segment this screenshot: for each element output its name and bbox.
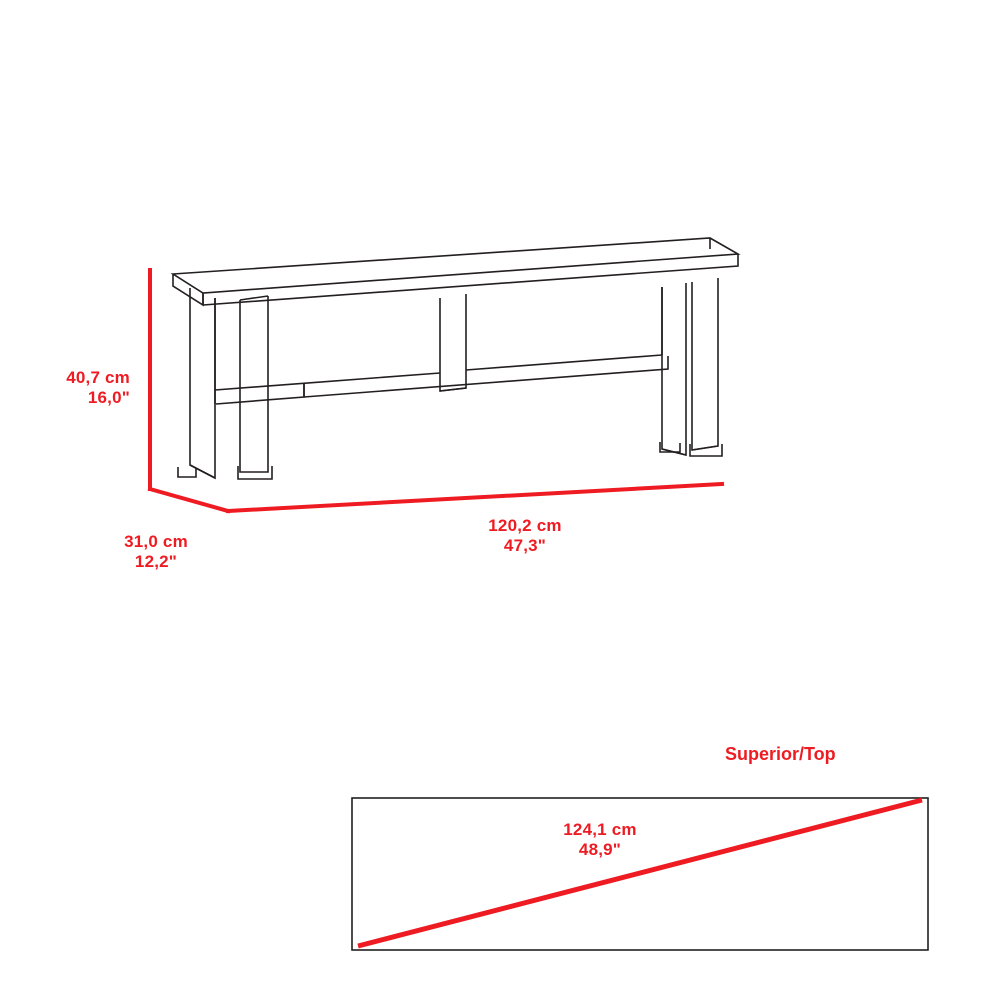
width-dimension-label: 120,2 cm 47,3" [488,516,562,555]
top-view-diagonal-label: 124,1 cm 48,9" [563,820,637,859]
top-view-title: Superior/Top [725,744,836,764]
height-dimension-label: 40,7 cm 16,0" [66,368,130,407]
depth-dimension-label: 31,0 cm 12,2" [124,532,188,571]
